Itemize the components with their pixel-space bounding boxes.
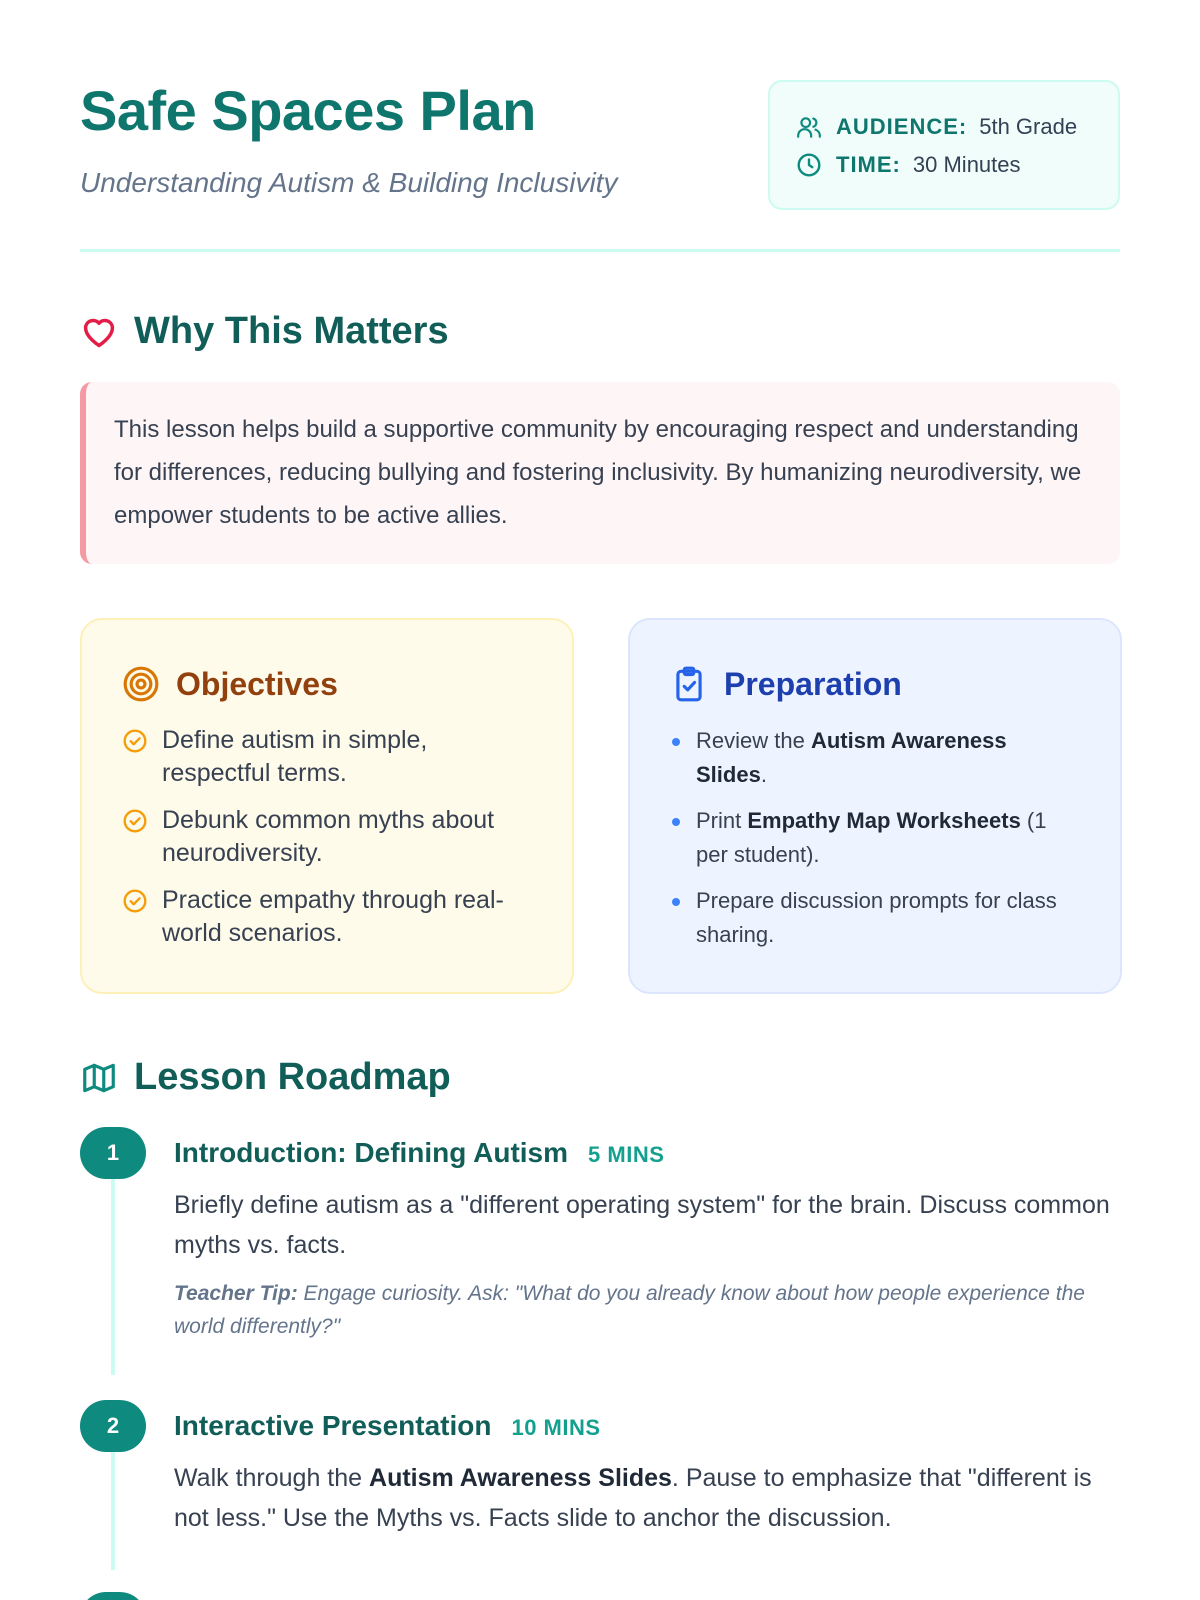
timeline-line <box>111 1179 115 1375</box>
preparation-text: Review the Autism Awareness Slides. <box>696 728 1007 787</box>
step-description: Walk through the Autism Awareness Slides. Pause to emphasize that "different is not less." Use the Myths vs. Facts slide to anchor the discussion. <box>174 1464 1092 1532</box>
step-header <box>174 1127 1120 1179</box>
bullet-dot <box>672 898 680 906</box>
check-circle-icon <box>122 888 148 914</box>
audience-row <box>796 108 1092 146</box>
why-heading <box>80 310 449 353</box>
clock-icon <box>796 152 822 178</box>
map-icon <box>80 1059 118 1097</box>
preparation-text: Print Empathy Map Worksheets (1 per student). <box>696 808 1047 867</box>
step-content <box>174 1127 1120 1343</box>
users-icon <box>796 114 822 140</box>
why-heading-text: Why This Matters <box>134 310 449 352</box>
preparation-item <box>670 724 1080 792</box>
objectives-list <box>122 724 532 950</box>
roadmap-heading <box>80 1056 451 1099</box>
check-circle-icon <box>122 728 148 754</box>
teacher-tip <box>174 1277 1120 1343</box>
bullet-dot <box>672 738 680 746</box>
preparation-card <box>628 618 1122 994</box>
roadmap-step <box>80 1400 1120 1570</box>
time-value: 30 Minutes <box>912 152 1021 177</box>
objective-text: Debunk common myths about neurodiversity. <box>162 806 495 867</box>
audience-value: 5th Grade <box>979 114 1078 139</box>
teacher-tip-text: Engage curiosity. Ask: "What do you already know about how people experience the world differently?" <box>174 1282 1085 1338</box>
lesson-info-box <box>768 80 1120 210</box>
step-number-badge: 2 <box>80 1400 146 1452</box>
audience-label: AUDIENCE: <box>836 114 968 139</box>
objective-text: Define autism in simple, respectful terms. <box>162 726 428 787</box>
step-number-badge: 1 <box>80 1127 146 1179</box>
objective-item <box>122 804 532 870</box>
objectives-heading-text: Objectives <box>176 665 338 702</box>
timeline-line <box>111 1452 115 1570</box>
objective-item <box>122 884 532 950</box>
objectives-heading <box>122 660 532 708</box>
preparation-item <box>670 884 1080 952</box>
preparation-heading <box>670 660 1080 708</box>
step-title: Introduction: Defining Autism <box>174 1137 569 1168</box>
roadmap-heading-text: Lesson Roadmap <box>134 1056 451 1098</box>
step-header <box>174 1400 1120 1452</box>
time-label: TIME: <box>836 152 901 177</box>
step-number-badge <box>80 1592 146 1600</box>
preparation-item <box>670 804 1080 872</box>
bullet-dot <box>672 818 680 826</box>
heart-icon <box>80 313 118 351</box>
step-description: Briefly define autism as a "different operating system" for the brain. Discuss common myths vs. facts. <box>174 1191 1110 1259</box>
step-duration: 10 MINS <box>511 1415 601 1440</box>
objectives-card <box>80 618 574 994</box>
preparation-heading-text: Preparation <box>724 665 902 702</box>
target-icon <box>122 665 160 703</box>
objective-item <box>122 724 532 790</box>
preparation-list <box>670 724 1080 952</box>
page-header <box>80 0 1120 252</box>
teacher-tip-label: Teacher Tip: <box>174 1282 298 1305</box>
preparation-text: Prepare discussion prompts for class sharing. <box>696 888 1057 947</box>
why-callout: This lesson helps build a supportive community by encouraging respect and understanding for differences, reducing bullying and fostering inclusivity. By humanizing neurodiversity, we empower students to be active allies. <box>80 382 1120 564</box>
roadmap-step <box>80 1127 1120 1375</box>
page-title: Safe Spaces Plan <box>80 79 536 142</box>
step-title: Interactive Presentation <box>174 1410 492 1441</box>
step-duration: 5 MINS <box>588 1142 665 1167</box>
page-subtitle: Understanding Autism & Building Inclusivity <box>80 167 618 198</box>
time-row <box>796 146 1092 184</box>
objective-text: Practice empathy through real-world scenarios. <box>162 886 504 947</box>
step-content <box>174 1400 1120 1538</box>
clipboard-check-icon <box>670 665 708 703</box>
check-circle-icon <box>122 808 148 834</box>
